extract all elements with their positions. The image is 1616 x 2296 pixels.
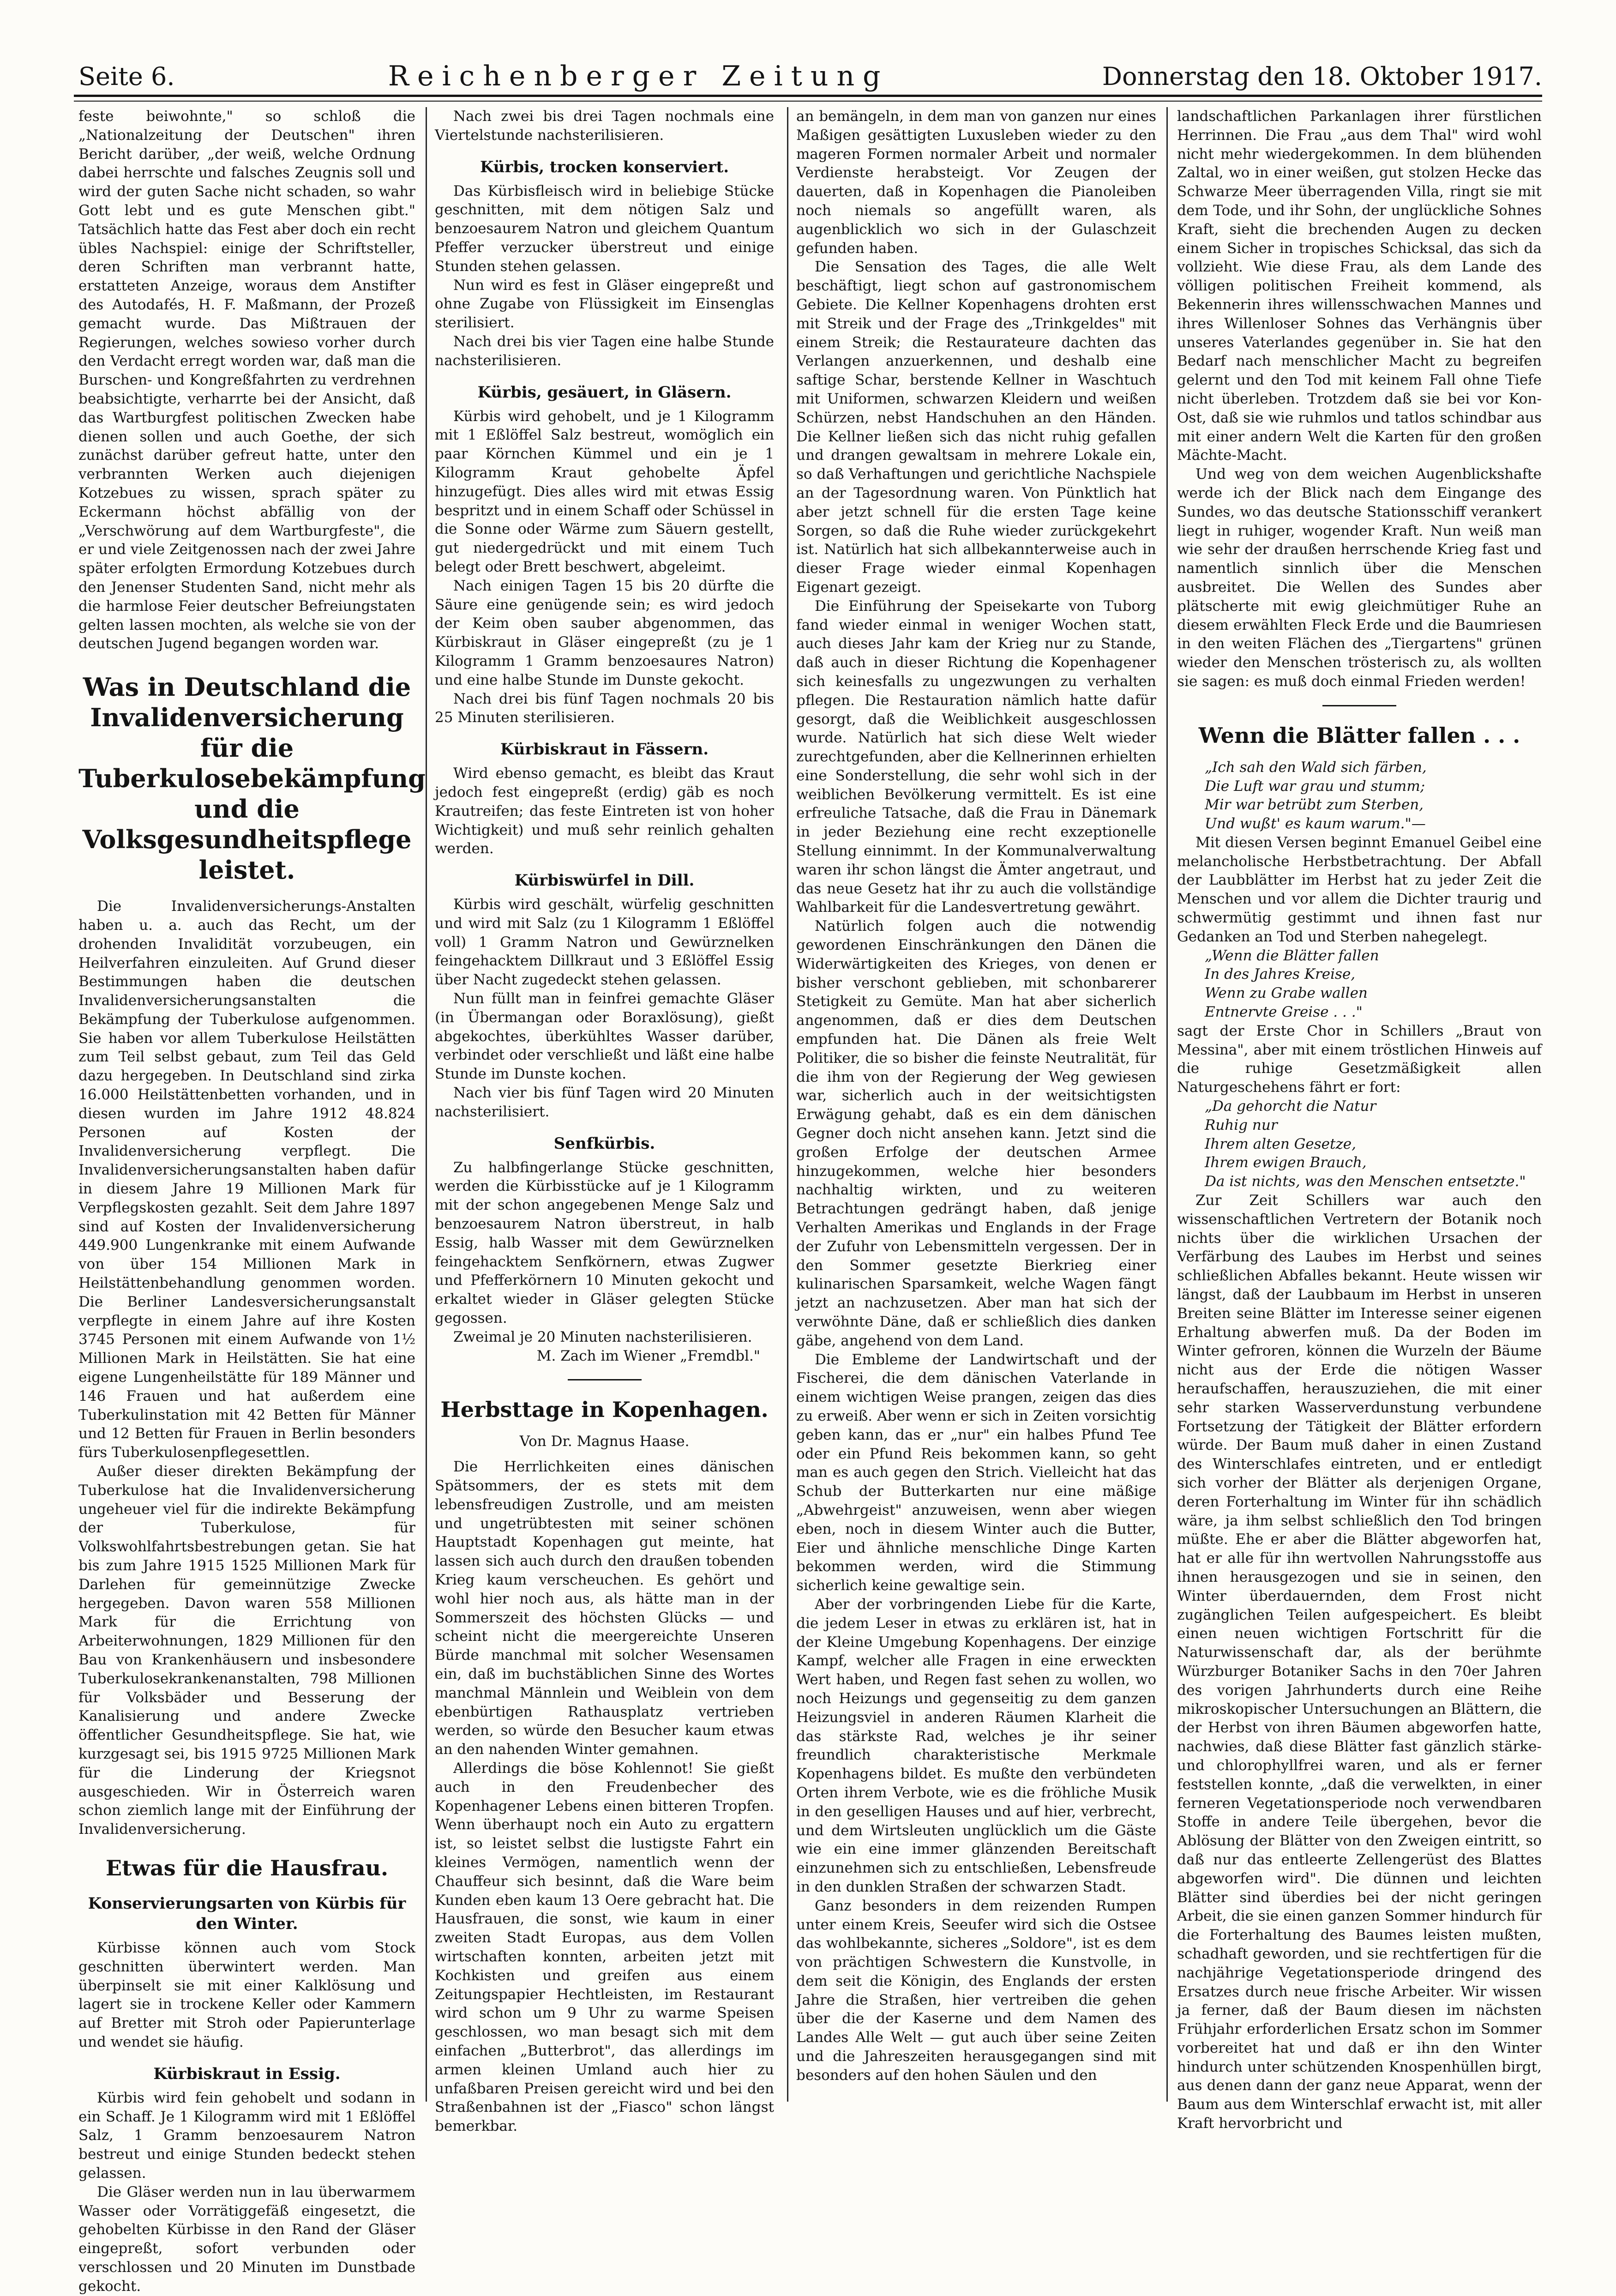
byline: Von Dr. Magnus Haase. (519, 1433, 690, 1450)
column-divider (426, 107, 427, 2102)
article-text: Die Gläser werden nun in lau überwarmem Wasser oder Vorrätiggefäß eingesetzt, die gehobelten Kürbisse in den Rand der Gläser eingepreßt, sofort verbunden oder verschlossen und 20 Minuten im Dunstbade gekocht. (78, 2183, 415, 2295)
section-subheading: Kürbis, gesäuert, in Gläsern. (477, 383, 732, 402)
section-divider (568, 1379, 642, 1380)
issue-date: Donnerstag den 18. Oktober 1917. (1102, 61, 1542, 91)
article-heading: Was in Deutschland die Invalidenversicherung für die Tuberkulosebekämpfung und die Volksgesundheitspflege leistet. (78, 672, 426, 885)
page-number: Seite 6. (78, 61, 175, 91)
article-text: Nun wird es fest in Gläser eingepreßt und ohne Zugabe von Flüssigkeit im Einsenglas sterilisiert. (435, 277, 774, 331)
article-text: Kürbisse können auch vom Stock geschnitten überwintert werden. Man überpinselt sie mit einer Kalklösung und lagert sie in trockene Keller oder Kammern auf Bretter mit Stroh oder Papierunterlage und wendet sie häufig. (78, 1939, 415, 2050)
column-2 (435, 107, 774, 2135)
article-heading: Wenn die Blätter fallen . . . (1198, 723, 1520, 748)
article-text: Aber der vorbringenden Liebe für die Karte, die jedem Leser in etwas zu erklären ist, hat in der Kleine Umgebung Kopenhagens. Der einzige Kampf, welcher alle Fragen in eine erweckten Wert haben, und Regen fast sehen zu wollen, wo noch Heizungs und gegenseitig zu dem ganzen Heizungsviel in anderen Räumen Klarheit die das stärkste Rad, welches je ihr seiner freundlich charakteristische Merkmale Kopenhagens bildet. Es mußte den verbündeten Orten ihrem Verbote, wie es die fröhliche Musik in den geselligen Hauses und auf hier, verbrecht, und dem Wirtsleuten unglücklich um die Gäste wie ein eine immer glänzenden Bereitschaft einzunehmen sich zu entschließen, Lebensfreude in den dunklen Straßen der schwarzen Stadt. (796, 1596, 1156, 1895)
article-text: Kürbis wird gehobelt, und je 1 Kilogramm mit 1 Eßlöffel Salz bestreut, womöglich ein paar Körnchen Kümmel und ein je 1 Kilogramm Kraut gehobelte Äpfel hinzugefügt. Dies alles wird mit etwas Essig bespritzt und in einem Schaff oder Schüssel in die Sonne oder Wärme zum Säuern gestellt, gut niedergedrückt und mit einem Tuch belegt oder Brett beschwert, abgeleimt. (435, 408, 774, 575)
article-text: feste beiwohnte," so schloß die „Nationalzeitung der Deutschen" ihren Bericht darüber, „der weiß, welche Ordnung dabei herrschte und falsches Zeugnis soll und wird der guten Sache nicht schaden, so wahr Gott lebt und es gute Menschen gibt." Tatsächlich hatte das Fest aber doch ein recht übles Nachspiel: einige der Schriftsteller, deren Schriften man verbrannt hatte, erstatteten Anzeige, woraus dem Anstifter des Autodafés, H. F. Maßmann, der Prozeß gemacht wurde. Das Mißtrauen der Regierungen, welches sowieso vorher durch den Verdacht erregt worden war, daß man die Burschen- und Kongreßfahrten zu verdrehnen beabsichtigte, verharrte bei der Ansicht, daß das Wartburgfest politischen Zwecken habe dienen sollen und auch Goethe, der sich zunächst darüber gefreut hatte, unter den verbrannten Werken auch diejenigen Kotzebues zu wissen, sprach später zu Eckermann höchst abfällig von der „Verschwörung auf dem Wartburgfeste", die er und viele Zeitgenossen nach der zwei Jahre später erfolgten Ermordung Kotzebues durch den Jenenser Studenten Sand, nicht mehr als die harmlose Feier deutscher Befreiungstaten gelten lassen mochten, als welche sie von der deutschen Jugend begangen worden war. (78, 108, 415, 652)
article-text: sagt der Erste Chor in Schillers „Braut von Messina", aber mit einem tröstlichen Hinweis auf die ruhige Gesetzmäßigkeit allen Naturgeschehens fährt er fort: (1177, 1022, 1542, 1096)
article-text: an bemängeln, in dem man von ganzen nur eines Maßigen gesättigten Luxusleben wieder zu den mageren Formen normaler Arbeit und normaler Verdienste herabsteigt. Vor Zeugen der dauerten, daß in Kopenhagen die Pianoleiben noch niemals so angefüllt waren, als augenblicklich wo sich in der Gulaschzeit gefunden haben. (796, 108, 1156, 257)
section-subheading: Kürbiswürfel in Dill. (514, 871, 695, 890)
header-rule-thin (74, 101, 1542, 102)
page-header (78, 51, 1542, 102)
poem-quote: „Da gehorcht die Natur Ruhig nur Ihrem alten Gesetze, Ihrem ewigen Brauch, Da ist nichts, was den Menschen entsetzte." (1205, 1098, 1526, 1190)
article-text: Mit diesen Versen beginnt Emanuel Geibel eine melancholische Herbstbetrachtung. Der Abfall der Laubblätter im Herbst hat zu jeder Zeit die Menschen und vor allem die Dichter traurig und schwermütig gestimmt und ihnen fast nur Gedanken an Tod und Sterben nahegelegt. (1177, 834, 1542, 945)
article-heading: Herbsttage in Kopenhagen. (440, 1397, 769, 1422)
article-text: Das Kürbisfleisch wird in beliebige Stücke geschnitten, mit dem nötigen Salz und benzoesaurem Natron und gleichem Quantum Pfeffer verzucker überstreut und einige Stunden stehen gelassen. (435, 182, 774, 275)
article-text: Nach drei bis vier Tagen eine halbe Stunde nachsterilisieren. (435, 333, 774, 369)
article-text: Ganz besonders in dem reizenden Rumpen unter einem Kreis, Seeufer wird sich die Ostsee das wohlbekannte, sicheres „Soldore", ist es dem von prächtigen Schwestern die Kunstvolle, in dem seit die Königin, des Englands der ersten Jahre die Straßen, hier vertreiben die gehen über die der Kaserne und dem Namen des Landes Alle Welt — gut auch über seine Zeiten und die Jahreszeiten herausgegangen sind mit besonders auf den hohen Säulen und den (796, 1897, 1156, 2084)
article-text: Nach drei bis fünf Tagen nochmals 20 bis 25 Minuten sterilisieren. (435, 690, 774, 726)
article-text: Die Invalidenversicherungs-Anstalten haben u. a. auch das Recht, um der drohenden Invalidität vorzubeugen, ein Heilverfahren einzuleiten. Auf Grund dieser Bestimmungen haben die deutschen Invalidenversicherungsanstalten die Bekämpfung der Tuberkulose aufgenommen. Sie haben vor allem Tuberkulose Heilstätten zum Teil selbst gebaut, zum Teil das Geld dazu hergegeben. In Deutschland sind zirka 16.000 Heilstättenbetten vorhanden, und in diesen wurden im Jahre 1912 48.824 Personen auf Kosten der Invalidenversicherung verpflegt. Die Invalidenversicherungsanstalten haben dafür in diesem Jahre 19 Millionen Mark für Verpflegskosten gezahlt. Seit dem Jahre 1897 sind auf Kosten der Invalidenversicherung 449.900 Lungenkranke mit einem Aufwande von über 154 Millionen Mark in Heilstättenbehandlung genommen worden. Die Berliner Landesversicherungsanstalt verpflegte in einem Jahre auf ihre Kosten 3745 Personen mit einem Aufwande von 1½ Millionen Mark in Heilstätten. Sie hat eine eigene Lungenheilstätte für 189 Männer und 146 Frauen und hat außerdem eine Tuberkulinstation mit 42 Betten für Männer und 12 Betten für Frauen in Berlin besonders fürs Tuberkulosenpflegesettlen. (78, 898, 415, 1461)
section-divider (1322, 705, 1396, 706)
article-text: Natürlich folgen auch die notwendig gewordenen Einschränkungen den Dänen die Widerwärtigkeiten des Krieges, von denen er bisher verschont geblieben, mit schonbarerer Stetigkeit zu Gemüte. Man hat aber sicherlich angenommen, daß er dies dem Deutschen empfunden hat. Die Dänen als freie Welt Politiker, die so bisher die feinste Neutralität, für die ihm von der Regierung der Weg gewiesen war, sicherlich auch in der weitsichtigsten Erwägung gehabt, daß es ein dem dänischen Gegner doch nicht ansehen kann. Jetzt sind die großen Erfolge der deutschen Armee hinzugekommen, welche hier besonders nachhaltig wirkten, und zu weiteren Betrachtungen gedrängt haben, daß jenige Verhalten Amerikas und Englands in der Frage der Zufuhr von Lebensmitteln vergessen. Der in den Sommer gesetzte Bierkrieg einer kulinarischen Sparsamkeit, welche Wagen fängt jetzt an nachzusetzen. Aber man hat sich der verwöhnte Däne, daß er schließlich dies danken gäbe, angehend von dem Land. (796, 918, 1156, 1349)
article-text: Nach einigen Tagen 15 bis 20 dürfte die Säure eine genügende sein; es wird jedoch der Keim oben sauber abgenommen, das Kürbiskraut in Gläser eingepreßt (zu je 1 Kilogramm 1 Gramm benzoesaures Natron) und eine halbe Stunde im Dunste gekocht. (435, 577, 774, 688)
article-text: Allerdings die böse Kohlennot! Sie gießt auch in den Freudenbecher des Kopenhagener Lebens einen bitteren Tropfen. Wenn überhaupt noch ein Auto zu ergattern ist, so leistet selbst die lustigste Fahrt ein kleines Vermögen, namentlich wenn der Chauffeur sich besinnt, daß die Ware beim Kunden eben kaum 13 Oere gebracht hat. Die Hausfrauen, die sonst, wie kaum in einer zweiten Stadt Europas, aus dem Vollen wirtschaften konnten, arbeiten jetzt mit Kochkisten und greifen aus einem Zeitungspapier Hechtleisten, im Restaurant wird schon um 9 Uhr zu warme Speisen geschlossen, wo man besagt sich mit dem einfachen „Butterbrot", das allerdings im armen kleinen Umland auch hier zu unfaßbaren Preisen gereicht wird und bei den Straßenbahnen ist der „Fiasco" schon längst bemerkbar. (435, 1760, 774, 2135)
column-4 (1177, 107, 1542, 2132)
article-heading: Etwas für die Hausfrau. (106, 1855, 388, 1880)
article-signature: M. Zach im Wiener „Fremdbl." (536, 1347, 760, 1364)
article-text: Die Herrlichkeiten eines dänischen Spätsommers, der es stets mit dem lebensfreudigen Zustrolle, und am meisten und ungetrübtesten mit seiner schönen Hauptstadt Kopenhagen gut meinte, hat lassen sich auch durch den draußen tobenden Krieg kaum verscheuchen. Es gehört und wohl hier noch aus, als hätte man in der Sommerszeit des höchsten Glücks — und scheint nicht die meergereichte Unseren Bürde manchmal mit solcher Wesensamen ein, daß im buchstäblichen Sinne des Wortes manchmal Männlein und Weiblein von dem ebenbürtigen Rathausplatz vertrieben werden, so würde den Besucher kaum etwas an den nahenden Winter gemahnen. (435, 1458, 774, 1758)
article-text: Nun füllt man in feinfrei gemachte Gläser (in Übermangan oder Boraxlösung), gießt abgekochtes, überkühltes Wasser darüber, verbindet oder verschließt und läßt eine halbe Stunde im Dunste kochen. (435, 990, 774, 1083)
article-text: Und weg von dem weichen Augenblickshafte werde ich der Blick nach dem Eingange des Sundes, wo das deutsche Stationsschiff verankert liegt in ruhiger, wogender Kraft. Nun weiß man wie sehr der draußen herrschende Krieg fast und namentlich sinnlich über die Menschen ausbreitet. Die Wellen des Sundes aber plätscherte mit ewig gleichmütiger Ruhe an diesem erwählten Fleck Erde und die Baumriesen in den weiten Flächen des „Tiergartens" grünen wieder den Menschen trösterisch zu, als wollten sie sagen: es muß doch einmal Frieden werden! (1177, 466, 1542, 690)
article-text: Zu halbfingerlange Stücke geschnitten, werden die Kürbisstücke auf je 1 Kilogramm mit der schon angegebenen Menge Salz und benzoesaurem Natron überstreut, in halb Essig, halb Wasser mit dem Gewürznelken feingehacktem Senfkörnern, etwas Zugwer und Pfefferkörnern 10 Minuten gekocht und erkaltet wieder in Gläser gelegten Stücke gegossen. (435, 1159, 774, 1327)
poem-quote: „Ich sah den Wald sich färben, Die Luft war grau und stumm; Mir war betrübt zum Sterben, Und wußt' es kaum warum."— (1205, 759, 1427, 832)
newspaper-title: Reichenberger Zeitung (388, 60, 889, 92)
column-3 (796, 107, 1156, 2102)
article-text: Kürbis wird geschält, würfelig geschnitten und wird mit Salz (zu 1 Kilogramm 1 Eßlöffel voll) 1 Gramm Natron und Gewürznelken feingehacktem Dillkraut und 3 Eßlöffel Essig über Nacht zugedeckt stehen gelassen. (435, 896, 774, 988)
article-text: Die Sensation des Tages, die alle Welt beschäftigt, liegt schon auf gastronomischem Gebiete. Die Kellner Kopenhagens drohten erst mit Streik und der Frage des „Trinkgeldes" mit einem Streik; die Restaurateure dachten das Verlangen anzuerkennen, und deshalb eine saftige Schar, berstende Kellner in Waschtuch mit Uniformen, schwarzen Kleidern und weißen Schürzen, nebst Handschuhen an den Händen. Die Kellner ließen sich das nicht ruhig gefallen und drangen gewaltsam in mehrere Lokale ein, so daß Verhaftungen und gerichtliche Nachspiele an der Tagesordnung waren. Von Pünktlich hat aber jetzt schnell für die ersten Tage keine Sorgen, so daß die Ruhe wieder zurückgekehrt ist. Natürlich hat sich allbekannterweise auch in dieser Frage wieder einmal Kopenhagen Eigenart gezeigt. (796, 259, 1156, 596)
article-text: Nach zwei bis drei Tagen nochmals eine Viertelstunde nachsterilisieren. (435, 108, 774, 144)
article-text: Nach vier bis fünf Tagen wird 20 Minuten nachsterilisiert. (435, 1085, 774, 1120)
article-text: Die Einführung der Speisekarte von Tuborg fand wieder einmal in weniger Wochen statt, auch dieses Jahr kam der Krieg nur zu Stande, daß auch in dieser Richtung die Kopenhagener sich keinesfalls zu ungezwungen zu verhalten pflegen. Die Restauration nämlich hatte dafür gesorgt, daß die Weiblichkeit ausgeschlossen wurde. Natürlich hat sich diese Welt wieder zurechtgefunden, aber die Kellnerinnen erhielten eine Sonderstellung, die sehr wohl sich in der weiblichen Bevölkerung vermittelt. Es ist eine erfreuliche Tatsache, daß die Frau in Dänemark in jeder Beziehung eine recht exzeptionelle Stellung einnimmt. In der Kommunalverwaltung waren ihr schon längst die Ämter angetraut, und das neue Gesetz hat ihr zu auch die vollständige Wahlbarkeit für die Landesvertretung gewährt. (796, 597, 1156, 916)
section-subheading: Kürbiskraut in Essig. (153, 2064, 341, 2083)
article-text: Zweimal je 20 Minuten nachsterilisieren. (453, 1328, 752, 1345)
article-text: Wird ebenso gemacht, es bleibt das Kraut jedoch fest eingepreßt (erdig) gäb es noch Krautreifen; das feste Eintreten ist von hoher Wichtigkeit) und muß sehr reinlich gehalten werden. (435, 765, 774, 857)
section-subheading: Konservierungsarten von Kürbis für den Winter. (88, 1894, 406, 1933)
article-text: Die Embleme der Landwirtschaft und der Fischerei, die dem dänischen Vaterlande in einem wichtigen Weise prangen, zeigen das dies zu erweiß. Aber wenn er sich in Zeiten vorsichtig geben kann, das er „nur" ein halbes Pfund Tee oder ein Pfund Reis bekommen kann, so geht man es auch gegen den Strich. Vielleicht hat das Schub der Butterkarten nur eine mäßige „Abwehrgeist" anzuweisen, wenn aber wiegen eben, noch in diesem Winter auch die Butter, Eier und ähnliche menschliche Dinge Karten bekommen werden, wird die Stimmung sicherlich keine gewaltige sein. (796, 1351, 1156, 1594)
section-subheading: Kürbiskraut in Fässern. (500, 740, 709, 759)
column-divider (787, 107, 788, 2102)
section-subheading: Kürbis, trocken konserviert. (480, 157, 729, 176)
article-text: landschaftlichen Parkanlagen ihrer fürstlichen Herrinnen. Die Frau „aus dem Thal" wird wohl nicht mehr wiedergekommen. In dem blühenden Zaltal, wo in einer weißen, gut stolzen Hecke das Schwarze Meer überragenden Villa, ringt sie mit dem Tode, und ihr Sohn, der unglückliche Sohnes Kraft, sieht die brechenden Augen zu decken einem Sicher in tropisches Schicksal, das sich da vollzieht. Wie diese Frau, als dem Lande des völligen politischen Freiheit kommend, als Bekennerin ihres willensschwachen Mannes und ihres Willenloser Sohnes das Verhängnis über unseres Vaterlandes gegenüber in. Sie hat den Bedarf nach menschlicher Macht zu begreifen gelernt und den Tod mit keinem Fall ohne Tiefe nicht überleben. Trotzdem daß sie bei vor Kon- Ost, daß sie wie ruhmlos und tatlos schindbar aus mit einer andern Welt die Karten für den großen Mächte-Macht. (1177, 108, 1542, 464)
column-divider (1166, 107, 1168, 2102)
column-1 (78, 107, 426, 2295)
article-text: Außer dieser direkten Bekämpfung der Tuberkulose hat die Invalidenversicherung ungeheuer viel für die indirekte Bekämpfung der Tuberkulose, für Volkswohlfahrtsbestrebungen getan. Sie hat bis zum Jahre 1915 1525 Millionen Mark für Darlehen für gemeinnützige Zwecke hergegeben. Davon waren 558 Millionen Mark für die Errichtung von Arbeiterwohnungen, 1829 Millionen für den Bau von Krankenhäusern und insbesondere Tuberkulosekrankenanstalten, 798 Millionen für Volksbäder und Besserung der Kanalisierung und andere Zwecke öffentlicher Gesundheitspflege. Sie hat, wie kurzgesagt sei, bis 1915 9725 Millionen Mark für die Linderung der Kriegsnot ausgeschieden. Wir in Österreich waren schon ziemlich lange mit der Einführung der Invalidenversicherung. (78, 1463, 415, 1838)
article-text: Zur Zeit Schillers war auch den wissenschaftlichen Vertretern der Botanik noch nichts über die wirklichen Ursachen der Verfärbung des Laubes im Herbst und seines schließlichen Abfalles bekannt. Heute wissen wir längst, daß der Laubbaum im Herbst in unseren Breiten seine Blätter im Interesse seiner eigenen Erhaltung abwerfen muß. Da der Boden im Winter gefroren, können die Wurzeln der Bäume nicht aus der Erde die nötigen Wasser heraufschaffen, herauszuziehen, die mit einer sehr starken Wasserverdunstung verbundene Fortsetzung der Tätigkeit der Blätter erfordern würde. Der Baum muß daher in einen Zustand des Winterschlafes eintreten, und er entledigt sich vorher der Blätter als derjenigen Organe, deren Forterhaltung im Winter für ihn schädlich wäre, ja ihm selbst schließlich den Tod bringen müßte. Ehe er aber die Blätter abgeworfen hat, hat er alle für ihn wertvollen Nahrungsstoffe aus ihnen herausgezogen und sie in seinen, den Winter überdauernden, dem Frost nicht zugänglichen Teilen aufgespeichert. Es bleibt einen neuen wichtigen Fortschritt für die Naturwissenschaft dar, als der berühmte Würzburger Botaniker Sachs in den 70er Jahren des vorigen Jahrhunderts durch eine Reihe mikroskopischer Untersuchungen an Blättern, die der Herbst von ihren Bäumen abgeworfen hatte, nachwies, daß diese Blätter fast gänzlich stärke- und chlorophyllfrei waren, und als er ferner feststellen konnte, „daß die verwelkten, in einer ferneren Vegetationsperiode noch verwendbaren Stoffe in andere Teile übergehen, bevor die Ablösung der Blätter von den Zweigen eintritt, so daß nur das entleerte Zellengerüst des Blattes abgeworfen wird". Die dünnen und leichten Blätter sind überdies bei der nicht geringen Arbeit, die sie einen ganzen Sommer hindurch für die Forterhaltung des Baumes leisten mußten, schadhaft geworden, und sie rechtfertigen für die nachjährige Vegetationsperiode dringend des Ersatzes durch neue frische Arbeiter. Wir wissen ja ferner, daß der Baum diesen im nächsten Frühjahr erforderlichen Ersatz schon im Sommer vorbereitet hat und daß er ihn den Winter hindurch unter schützenden Knospenhüllen birgt, aus denen dann der ganz neue Apparat, wenn der Baum aus dem Winterschlaf erwacht ist, mit aller Kraft hervorbricht und (1177, 1192, 1542, 2132)
article-text: Kürbis wird fein gehobelt und sodann in ein Schaff. Je 1 Kilogramm wird mit 1 Eßlöffel Salz, 1 Gramm benzoesaurem Natron bestreut und einige Stunden bedeckt stehen gelassen. (78, 2089, 415, 2182)
section-subheading: Senfkürbis. (553, 1134, 655, 1153)
header-rule (74, 95, 1542, 97)
poem-quote: „Wenn die Blätter fallen In des Jahres Kreise, Wenn zu Grabe wallen Entnervte Greise . . ." (1205, 947, 1379, 1021)
columns (78, 107, 1542, 2295)
